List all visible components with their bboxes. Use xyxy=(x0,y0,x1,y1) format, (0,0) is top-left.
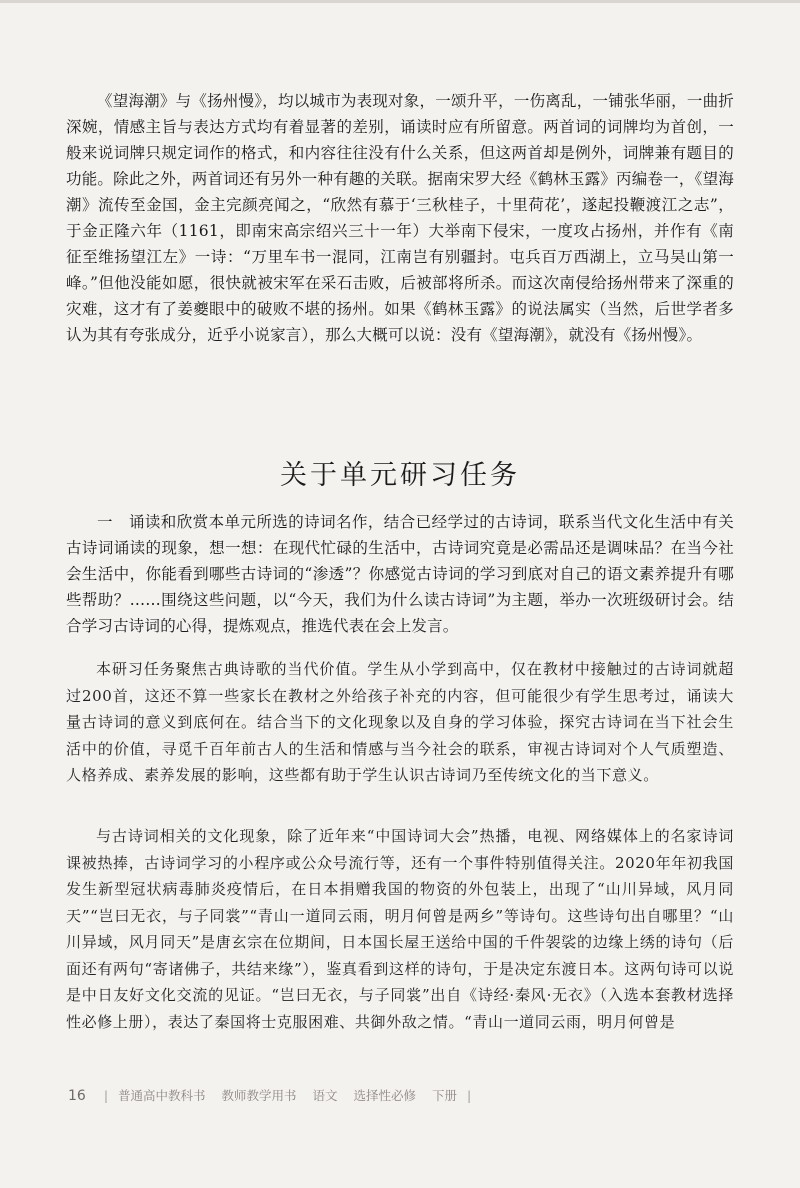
page-number: 16 xyxy=(68,1088,86,1104)
footer-separator-end: | xyxy=(467,1088,472,1103)
page-footer xyxy=(68,1086,477,1104)
section-heading: 关于单元研习任务 xyxy=(280,460,520,491)
footer-volume: 选择性必修 xyxy=(353,1088,417,1103)
task-number: 一 xyxy=(97,513,113,531)
footer-part: 下册 xyxy=(432,1088,458,1103)
intro-paragraph: 《望海潮》与《扬州慢》，均以城市为表现对象，一颂升平，一伤离乱，一铺张华丽，一曲折深婉，情感主旨与表达方式均有着显著的差别，诵读时应有所留意。两首词的词牌均为首创，一般来说词牌只规定词作的格式，和内容往往没有什么关系，但这两首却是例外，词牌兼有题目的功能。除此之外，两首词还有另外一种有趣的关联。据南宋罗大经《鹤林玉露》丙编卷一，《望海潮》流传至金国，金主完颜亮闻之，“欣然有慕于‘三秋桂子，十里荷花’，遂起投鞭渡江之志”，于金正隆六年（1161，即南宋高宗绍兴三十一年）大举南下侵宋，一度攻占扬州，并作有《南征至维扬望江左》一诗：“万里车书一混同，江南岂有别疆封。屯兵百万西湖上，立马吴山第一峰。”但他没能如愿，很快就被宋军在采石击败，后被部将所杀。而这次南侵给扬州带来了深重的灾难，这才有了姜夔眼中的破败不堪的扬州。如果《鹤林玉露》的说法属实（当然，后世学者多认为其有夸张成分，近乎小说家言），那么大概可以说：没有《望海潮》，就没有《扬州慢》。 xyxy=(66,92,734,344)
footer-book: 普通高中教科书 xyxy=(118,1088,206,1103)
task-one-paragraph xyxy=(66,509,734,639)
top-edge-rule xyxy=(0,0,800,3)
footer-separator: | xyxy=(103,1088,109,1103)
guide-paragraph-2: 与古诗词相关的文化现象，除了近年来“中国诗词大会”热播，电视、网络媒体上的名家诗词课被热捧，古诗词学习的小程序或公众号流行等，还有一个事件特别值得关注。2020年年初我国发生新型冠状病毒肺炎疫情后，在日本捐赠我国的物资的外包装上，出现了“山川异域，风月同天”“岂曰无衣，与子同裳”“青山一道同云雨，明月何曾是两乡”等诗句。这些诗句出自哪里？“山川异域，风月同天”是唐玄宗在位期间，日本国长屋王送给中国的千件袈裟的边缘上绣的诗句（后面还有两句“寄诸佛子，共结来缘”），鉴真看到这样的诗句，于是决定东渡日本。这两句诗可以说是中日友好文化交流的见证。“岂曰无衣，与子同裳”出自《诗经·秦风·无衣》（入选本套教材选择性必修上册），表达了秦国将士克服困难、共御外敌之情。“青山一道同云雨，明月何曾是 xyxy=(66,827,734,1031)
footer-type: 教师教学用书 xyxy=(221,1088,297,1103)
task-one-text: 诵读和欣赏本单元所选的诗词名作，结合已经学过的古诗词，联系当代文化生活中有关古诗词诵读的现象，想一想：在现代忙碌的生活中，古诗词究竟是必需品还是调味品？在当今社会生活中，你能看到哪些古诗词的“渗透”？你感觉古诗词的学习到底对自己的语文素养提升有哪些帮助？……围绕这些问题，以“今天，我们为什么读古诗词”为主题，举办一次班级研讨会。结合学习古诗词的心得，提炼观点，推选代表在会上发言。 xyxy=(66,513,734,635)
guide-paragraph-1: 本研习任务聚焦古典诗歌的当代价值。学生从小学到高中，仅在教材中接触过的古诗词就超过200首，这还不算一些家长在教材之外给孩子补充的内容，但可能很少有学生思考过，诵读大量古诗词的意义到底何在。结合当下的文化现象以及自身的学习体验，探究古诗词在当下社会生活中的价值，寻觅千百年前古人的生活和情感与当今社会的联系，审视古诗词对个人气质塑造、人格养成、素养发展的影响，这些都有助于学生认识古诗词乃至传统文化的当下意义。 xyxy=(66,660,734,784)
footer-subject: 语文 xyxy=(312,1088,338,1103)
